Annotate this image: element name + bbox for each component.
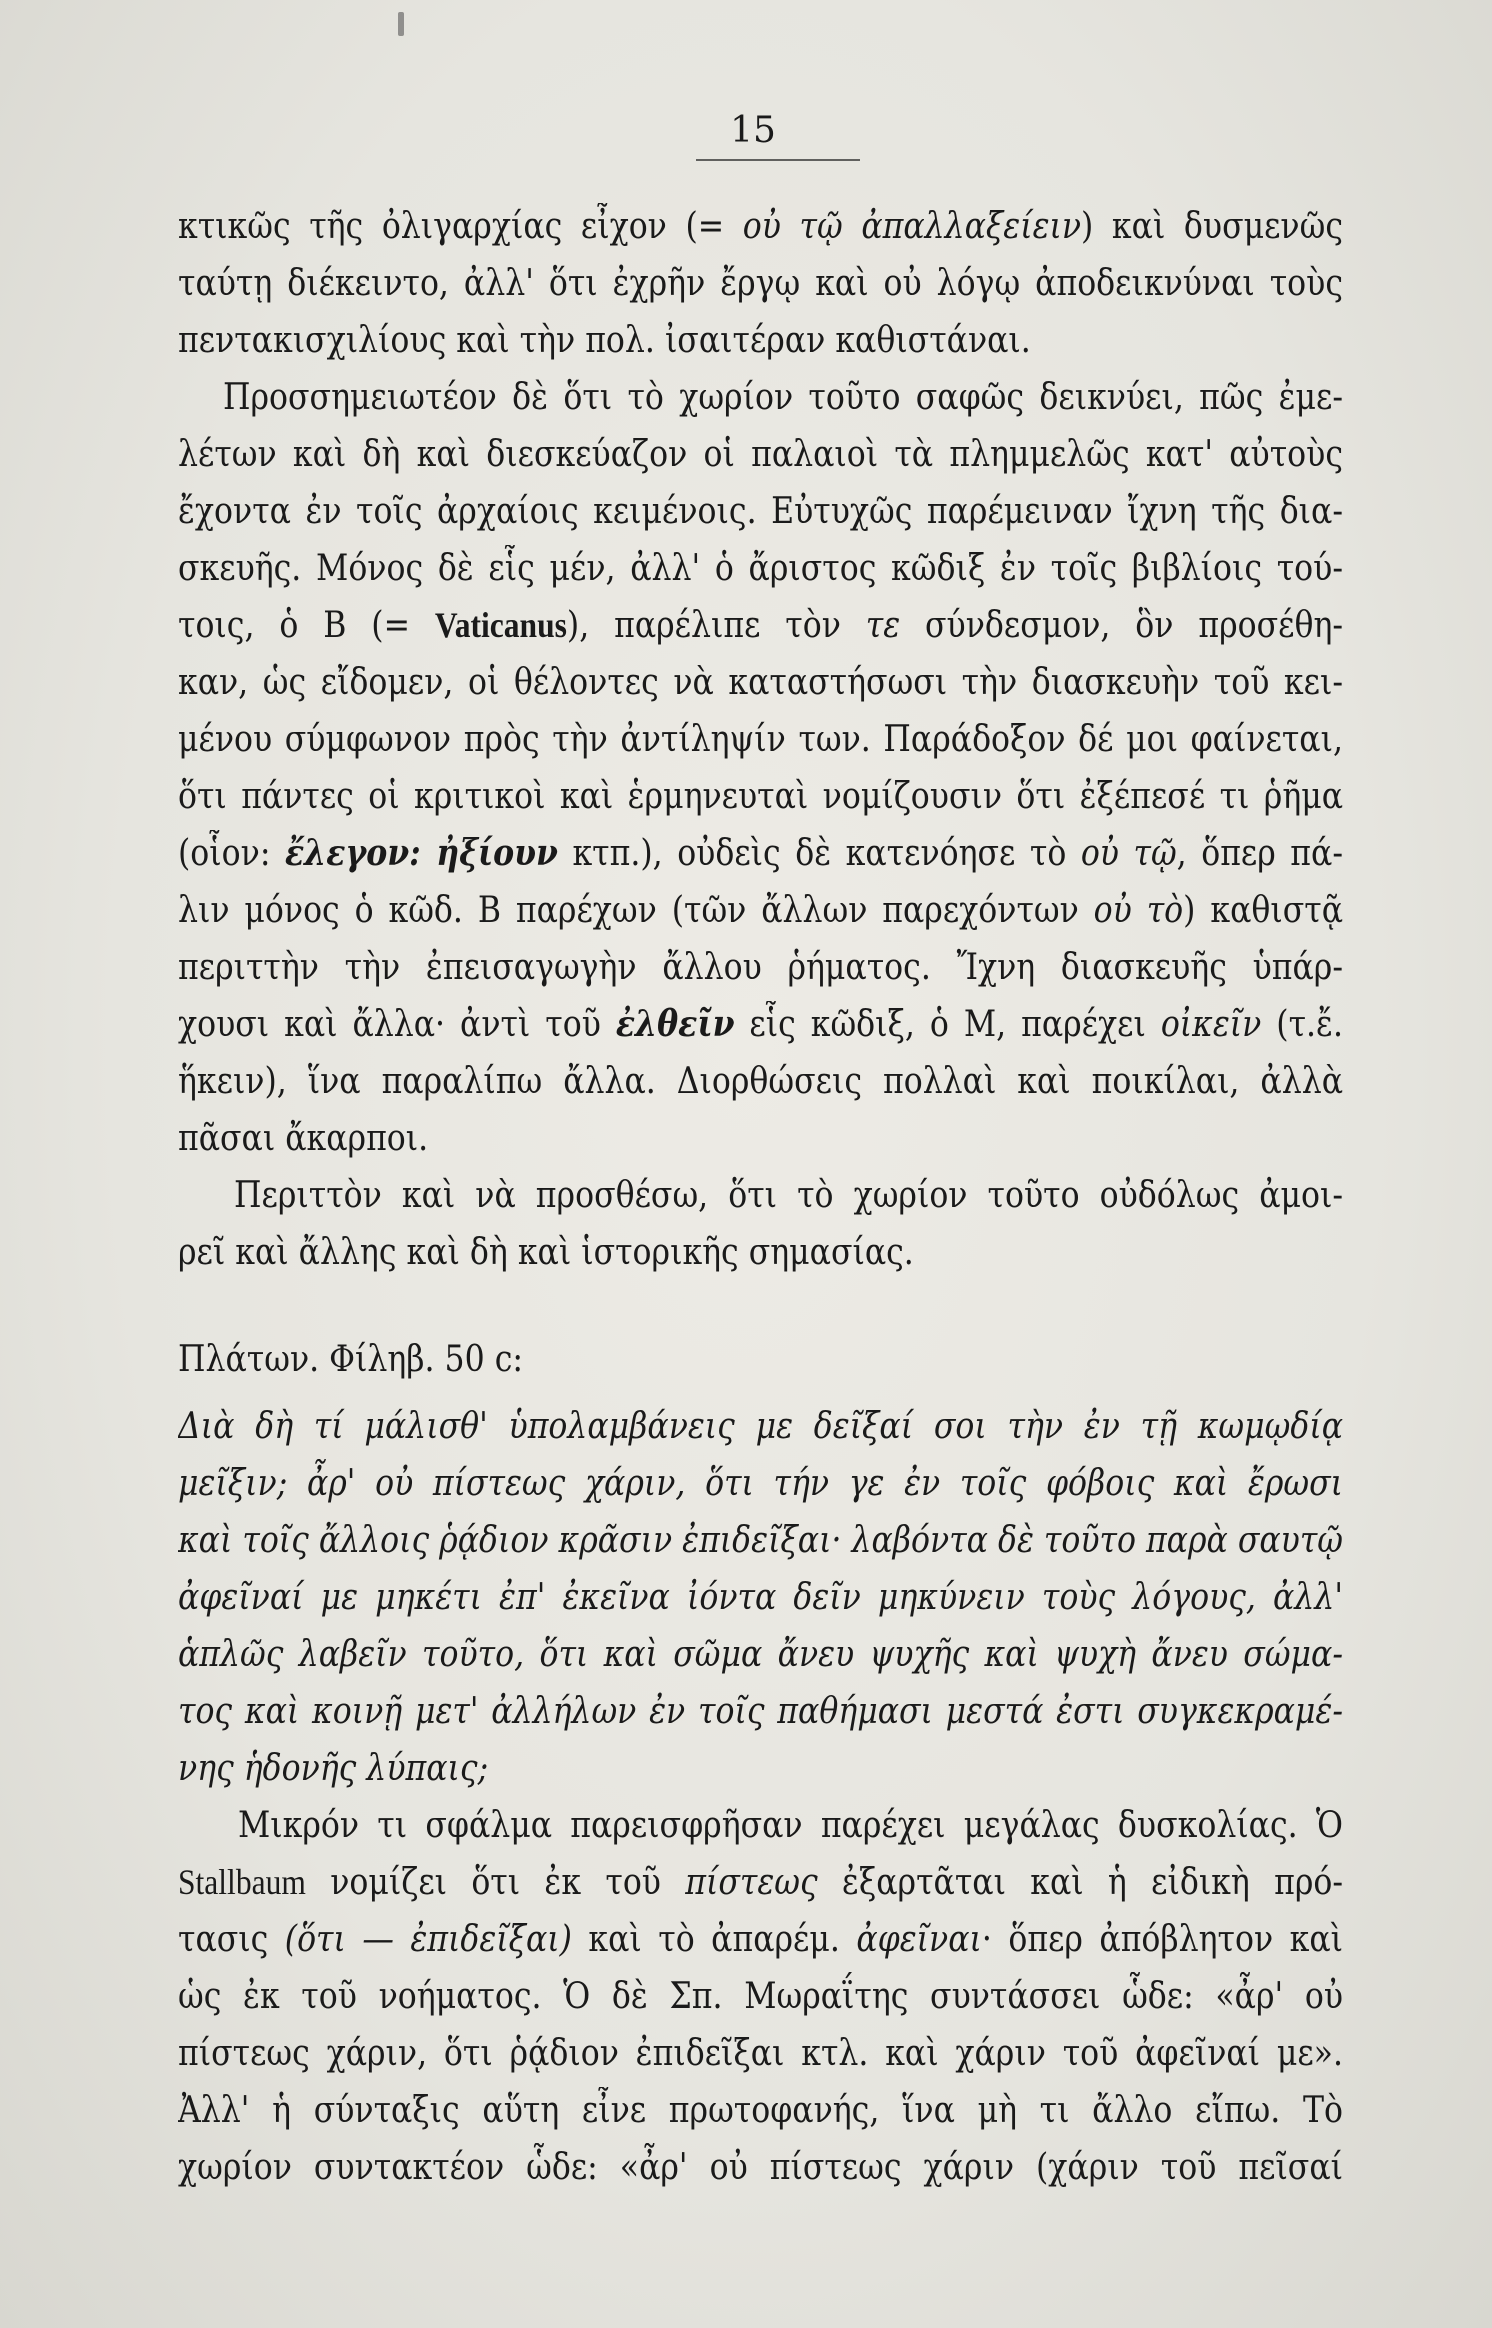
text-span: ὅτι πάντες οἱ κριτικοὶ καὶ ἑρμηνευταὶ νομίζουσιν ὅτι ἐξέπεσέ τι ῥῆμα <box>178 776 1343 817</box>
line-content <box>178 1331 523 1388</box>
text-line <box>178 255 1343 312</box>
quote-line <box>178 1626 1343 1683</box>
text-line <box>178 597 1343 654</box>
text-span: περιττὴν τὴν ἐπεισαγωγὴν ἄλλου ῥήματος. Ἴχνη διασκευῆς ὑπάρ- <box>178 947 1343 988</box>
emphasis-span: ἐλθεῖν <box>615 1003 735 1045</box>
text-line <box>178 654 1343 711</box>
emphasis-span: οἰκεῖν <box>1160 1004 1262 1045</box>
line-content <box>178 711 1343 768</box>
text-line <box>178 768 1343 825</box>
text-line <box>178 198 1343 255</box>
text-line <box>178 1224 1343 1281</box>
line-content <box>178 1110 428 1167</box>
paragraph <box>178 1797 1343 2196</box>
quote-line <box>178 1455 1343 1512</box>
text-line <box>178 2082 1343 2139</box>
emphasis-span: πίστεως <box>685 1862 818 1903</box>
text-line <box>178 369 1343 426</box>
emphasis-span: (ὅτι — ἐπιδεῖξαι) <box>284 1919 572 1960</box>
text-span: ἐξαρτᾶται καὶ ἡ εἰδικὴ πρό- <box>817 1862 1343 1903</box>
text-span: λέτων καὶ δὴ καὶ διεσκεύαζον οἱ παλαιοὶ τὰ πλημμελῶς κατ' αὐτοὺς <box>178 434 1343 475</box>
line-content <box>178 597 1343 654</box>
quote-line <box>178 1569 1343 1626</box>
quote-line <box>178 1512 1343 1569</box>
text-span: Πλάτων. Φίληβ. 50 c: <box>178 1339 524 1380</box>
page-text <box>178 198 1343 2196</box>
latin-term: Vaticanus <box>434 605 567 645</box>
line-content <box>178 255 1343 312</box>
line-content <box>178 1911 1343 1968</box>
line-content <box>178 1968 1343 2025</box>
scan-mark <box>398 12 404 36</box>
line-content <box>178 1455 1343 1512</box>
text-line <box>178 1911 1343 1968</box>
line-content <box>178 2139 1343 2196</box>
line-content <box>178 1683 1343 1740</box>
line-content <box>178 996 1343 1053</box>
line-content <box>178 483 1343 540</box>
text-span: ταύτῃ διέκειντο, ἀλλ' ὅτι ἐχρῆν ἔργῳ καὶ οὐ λόγῳ ἀποδεικνύναι τοὺς <box>178 263 1343 304</box>
text-line <box>178 2139 1343 2196</box>
line-content <box>178 1740 488 1797</box>
text-span: Διὰ δὴ τί μάλισθ' ὑπολαμβάνεις με δεῖξαί σοι τὴν ἐν τῇ κωμῳδίᾳ <box>178 1406 1343 1447</box>
text-span: ) καὶ δυσμενῶς <box>1081 206 1343 247</box>
emphasis-span: ἔλεγον: ἠξίουν <box>284 832 558 874</box>
header-rule <box>696 159 860 161</box>
latin-term: Stallbaum <box>178 1862 306 1902</box>
text-span: ἁπλῶς λαβεῖν τοῦτο, ὅτι καὶ σῶμα ἄνευ ψυχῆς καὶ ψυχὴ ἄνευ σώμα- <box>178 1634 1343 1675</box>
quote-line <box>178 1683 1343 1740</box>
text-line <box>178 1854 1343 1911</box>
text-span: χωρίον συντακτέον ὧδε: «ἆρ' οὐ πίστεως χάριν (χάριν τοῦ πεῖσαί <box>178 2147 1343 2188</box>
line-content <box>178 426 1343 483</box>
line-content <box>234 1167 1343 1224</box>
text-line <box>178 1110 1343 1167</box>
line-content <box>178 1224 914 1281</box>
quote-line <box>178 1398 1343 1455</box>
text-span: λιν μόνος ὁ κῶδ. B παρέχων (τῶν ἄλλων παρεχόντων <box>178 890 1094 931</box>
line-content <box>178 768 1343 825</box>
text-span: Προσσημειωτέον δὲ ὅτι τὸ χωρίον τοῦτο σαφῶς δεικνύει, πῶς ἐμε- <box>223 377 1343 418</box>
text-span: τασις <box>178 1919 285 1960</box>
text-line <box>178 882 1343 939</box>
line-content <box>178 1626 1343 1683</box>
text-span: ἥκειν), ἵνα παραλίπω ἄλλα. Διορθώσεις πολλαὶ καὶ ποικίλαι, ἀλλὰ <box>178 1061 1343 1102</box>
text-span: Μικρόν τι σφάλμα παρεισφρῆσαν παρέχει μεγάλας δυσκολίας. Ὁ <box>238 1805 1343 1846</box>
plato-quotation <box>178 1398 1343 1797</box>
text-line <box>178 483 1343 540</box>
emphasis-span: οὐ τῷ ἀπαλλαξείειν <box>742 206 1082 247</box>
text-span: καὶ τὸ ἀπαρέμ. <box>571 1919 857 1960</box>
paragraph <box>178 198 1343 369</box>
line-content <box>223 369 1343 426</box>
text-line <box>178 939 1343 996</box>
text-span: (τ.ἔ. <box>1261 1004 1343 1045</box>
text-line <box>178 1053 1343 1110</box>
text-span: εἷς κῶδιξ, ὁ M, παρέχει <box>734 1004 1161 1045</box>
paragraph <box>178 1167 1343 1281</box>
text-span: καὶ τοῖς ἄλλοις ῥᾴδιον κρᾶσιν ἐπιδεῖξαι· λαβόντα δὲ τοῦτο παρὰ σαυτῷ <box>178 1520 1343 1561</box>
text-span: πεντακισχιλίους καὶ τὴν πολ. ἰσαιτέραν καθιστάναι. <box>178 320 1031 361</box>
text-span: Περιττὸν καὶ νὰ προσθέσω, ὅτι τὸ χωρίον τοῦτο οὐδόλως ἀμοι- <box>234 1175 1343 1216</box>
line-content <box>178 1854 1343 1911</box>
emphasis-span: οὐ τῷ <box>1080 833 1177 874</box>
text-line <box>178 312 1343 369</box>
text-span: ) καθιστᾷ <box>1183 890 1343 931</box>
text-span: τοις, ὁ B (= <box>178 605 435 646</box>
emphasis-span: οὐ τὸ <box>1093 890 1184 931</box>
text-span: τος καὶ κοινῇ μετ' ἀλλήλων ἐν τοῖς παθήμασι μεστά ἐστι συγκεκραμέ- <box>178 1691 1343 1732</box>
line-content <box>178 1512 1343 1569</box>
citation-heading <box>178 1331 1343 1388</box>
text-span: κτικῶς τῆς ὀλιγαρχίας εἶχον (= <box>178 206 743 247</box>
line-content <box>178 198 1343 255</box>
text-span: Ἀλλ' ἡ σύνταξις αὕτη εἶνε πρωτοφανής, ἵνα μὴ τι ἄλλο εἴπω. Τὸ <box>178 2090 1343 2131</box>
line-content <box>178 2082 1343 2139</box>
line-content <box>178 882 1343 939</box>
text-line <box>178 2025 1343 2082</box>
text-span: σύνδεσμον, ὃν προσέθη- <box>900 605 1343 646</box>
line-content <box>178 1398 1343 1455</box>
text-span: κτπ.), οὐδεὶς δὲ κατενόησε τὸ <box>557 833 1081 874</box>
emphasis-span: τε <box>865 605 901 646</box>
line-content <box>178 939 1343 996</box>
text-line <box>178 426 1343 483</box>
text-span: μένου σύμφωνον πρὸς τὴν ἀντίληψίν των. Παράδοξον δέ μοι φαίνεται, <box>178 719 1343 760</box>
text-span: πίστεως χάριν, ὅτι ῥᾴδιον ἐπιδεῖξαι κτλ. καὶ χάριν τοῦ ἀφεῖναί με». <box>178 2033 1343 2074</box>
line-content <box>178 825 1343 882</box>
line-content <box>178 1053 1343 1110</box>
text-line <box>178 711 1343 768</box>
text-span: ρεῖ καὶ ἄλλης καὶ δὴ καὶ ἱστορικῆς σημασίας. <box>178 1232 914 1273</box>
text-span: ἔχοντα ἐν τοῖς ἀρχαίοις κειμένοις. Εὐτυχῶς παρέμειναν ἴχνη τῆς δια- <box>178 491 1343 532</box>
line-content <box>178 540 1343 597</box>
line-content <box>178 2025 1343 2082</box>
text-span: ἀφεῖναί με μηκέτι ἐπ' ἐκεῖνα ἰόντα δεῖν μηκύνειν τοὺς λόγους, ἀλλ' <box>178 1577 1343 1618</box>
line-content <box>178 1569 1343 1626</box>
text-span: (οἷον: <box>178 833 285 874</box>
text-span: σκευῆς. Μόνος δὲ εἷς μέν, ἀλλ' ὁ ἄριστος κῶδιξ ἐν τοῖς βιβλίοις τού- <box>178 548 1343 589</box>
text-line <box>178 996 1343 1053</box>
emphasis-span: ἀφεῖναι <box>856 1919 982 1960</box>
line-content <box>178 654 1343 711</box>
page-number: 15 <box>730 110 776 151</box>
text-span: πᾶσαι ἄκαρποι. <box>178 1118 429 1159</box>
text-line <box>178 540 1343 597</box>
text-line <box>178 1167 1343 1224</box>
paragraph <box>178 369 1343 1167</box>
text-line <box>178 1968 1343 2025</box>
text-span: χουσι καὶ ἄλλα· ἀντὶ τοῦ <box>178 1004 616 1045</box>
text-span: · ὅπερ ἀπόβλητον καὶ <box>981 1919 1343 1960</box>
text-span: μεῖξιν; ἆρ' οὐ πίστεως χάριν, ὅτι τήν γε ἐν τοῖς φόβοις καὶ ἔρωσι <box>178 1463 1343 1504</box>
line-content <box>178 312 1031 369</box>
text-line <box>178 825 1343 882</box>
text-span: νης ἡδονῆς λύπαις; <box>178 1748 489 1789</box>
quote-line <box>178 1740 1343 1797</box>
text-span: ), παρέλιπε τὸν <box>566 605 866 646</box>
text-span: , ὅπερ πά- <box>1176 833 1343 874</box>
text-span: νομίζει ὅτι ἐκ τοῦ <box>305 1862 686 1903</box>
line-content <box>238 1797 1343 1854</box>
text-span: καν, ὡς εἴδομεν, οἱ θέλοντες νὰ καταστήσωσι τὴν διασκευὴν τοῦ κει- <box>178 662 1343 703</box>
text-line <box>178 1797 1343 1854</box>
text-span: ὡς ἐκ τοῦ νοήματος. Ὁ δὲ Σπ. Μωραΐτης συντάσσει ὧδε: «ἆρ' οὐ <box>178 1976 1343 2017</box>
